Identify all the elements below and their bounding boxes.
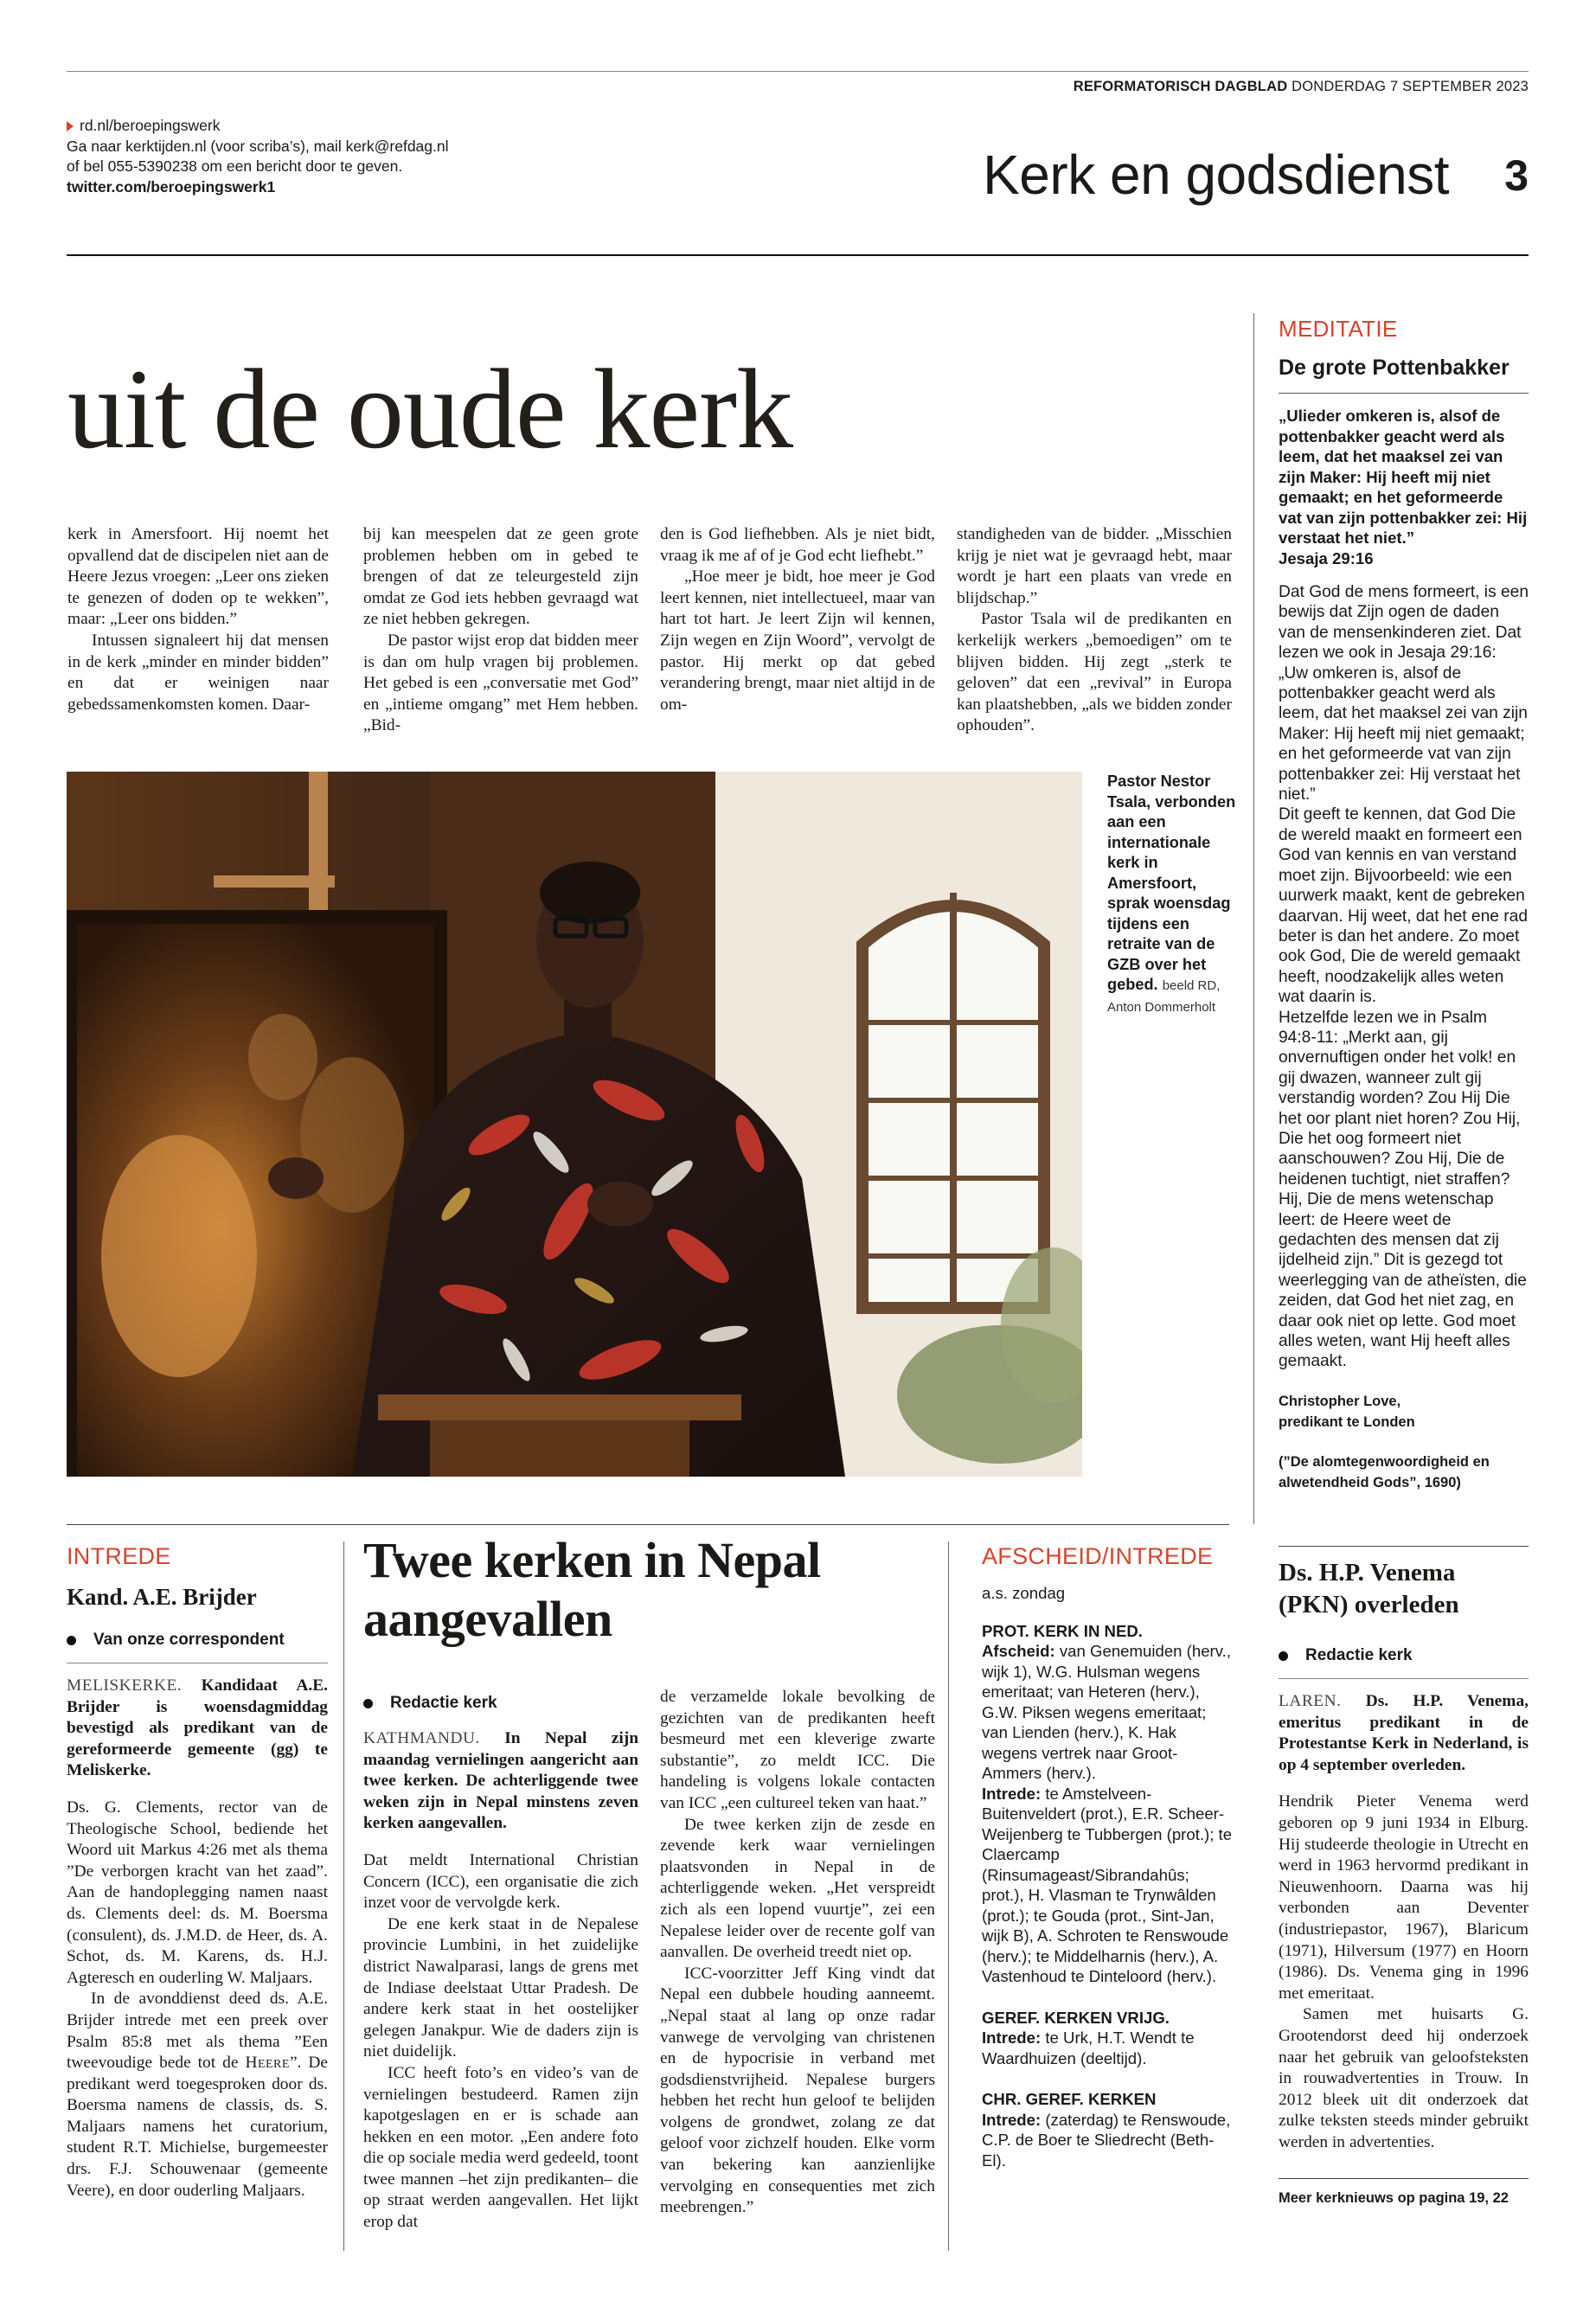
afscheid-label: AFSCHEID/INTREDE: [982, 1543, 1214, 1569]
bullet-icon: [363, 1699, 373, 1708]
paragraph: De pastor wijst erop dat bidden meer is dan om hulp vragen bij problemen. Het gebed is een „conversatie met God” en „intieme omgang” met Hem hebben. „Bid-: [363, 631, 638, 735]
paragraph: Samen met huisarts G. Grootendorst deed hij onderzoek naar het gebruik van geloofsteksten in rouwadvertenties in Trouw. In 2012 bleek uit dit onderzoek dat zulke teksten steeds minder gebruikt werden in advertenties.: [1279, 2005, 1529, 2151]
bottom-rule-left: [67, 1524, 1229, 1525]
issue-date: DONDERDAG 7 SEPTEMBER 2023: [1292, 79, 1529, 94]
afscheid-text: van Genemuiden (herv., wijk 1), W.G. Hulsman wegens emeritaat; van Heteren (herv.), G.W. Piksen wegens emeritaat; van Lienden (herv.), K. Hak wegens vertrek naar Groot-Ammers (herv.).: [982, 1642, 1231, 1782]
intrede-article: [67, 1541, 328, 2202]
dateline: LAREN.: [1279, 1692, 1342, 1710]
paragraph: de verzamelde lokale bevolking de gezichten van de predikanten heeft besmeurd met een kleverige zwarte substantie”, zo meldt ICC. Die handeling is volgens lokale contacten van ICC „een cultureel teken van haat.”: [660, 1688, 935, 1812]
divider: [1279, 1678, 1529, 1679]
dateline: MELISKERKE.: [67, 1676, 183, 1695]
group-title: CHR. GEREF. KERKEN: [982, 2090, 1157, 2108]
meditatie: [1279, 313, 1529, 1493]
intrede-sublabel: Intrede:: [982, 2029, 1042, 2047]
paragraph: kerk in Amersfoort. Hij noemt het opvallend dat de discipelen niet aan de Heere Jezus vroegen: „Leer ons zieken te genezen of doden op te wekken”, maar: „Leer ons bidden.”: [67, 525, 330, 629]
page-number: 3: [1504, 151, 1529, 200]
column-divider: [948, 1541, 949, 2251]
divider: [1279, 2178, 1529, 2179]
paragraph: Pastor Tsala wil de predikanten en kerkelijk werkers „bemoedigen” om te blijven bidden. Hij zegt „sterk te geloven” dat een „revival” in Europa kan plaatshebben, „als we bidden zonder ophouden”.: [957, 610, 1232, 735]
lead-headline: uit de oude kerk: [67, 345, 793, 472]
paragraph: „Hoe meer je bidt, hoe meer je God leert kennen, niet intellectueel, maar van hart tot hart. Je leert Zijn wil kennen, Zijn wegen en Zijn Woord”, vervolgt de pastor. Hij merkt op dat gebed verandering brengt, maar niet altijd in de om-: [660, 567, 935, 714]
photo-credit: beeld RD, Anton Dommerholt: [1107, 978, 1221, 1015]
intrede-body: [67, 1676, 328, 2202]
meditatie-reference: Jesaja 29:16: [1279, 548, 1374, 567]
contact-line-1: Ga naar kerktijden.nl (voor scriba’s), mail kerk@refdag.nl: [67, 137, 449, 155]
paragraph: ICC-voorzitter Jeff King vindt dat Nepal een dubbele houding aanneemt. „Nepal staat al lang op onze radar vanwege de vervolging van christenen en de hypocrisie in verband met godsdienstvrijheid. Nepalese burgers hebben het recht hun geloof te belijden volgens de grondwet, zolang ze dat geloof voor zichzelf houden. Elke vorm van bekering kan aanzienlijke vervolging en consequenties met zich meebrengen.”: [660, 1964, 935, 2217]
paragraph: bij kan meespelen dat ze geen grote problemen hebben om in gebed te brengen of dat ze teleurgesteld zijn omdat ze God iets hebben gevraagd wat ze niet hebben gekregen.: [363, 525, 638, 629]
nepal-article: [363, 1531, 934, 1649]
photo-caption: [1107, 772, 1237, 1017]
intrede-title: Kand. A.E. Brijder: [67, 1584, 257, 1610]
afscheid-sublabel: Afscheid:: [982, 1642, 1055, 1660]
nepal-headline: Twee kerken in Nepal aangevallen: [363, 1532, 821, 1647]
paragraph: den is God liefhebben. Als je niet bidt, vraag ik me af of je God echt liefhebt.”: [660, 525, 935, 565]
meditatie-quote: „Ulieder omkeren is, alsof de pottenbakker geacht werd als leem, dat het maaksel zei van zijn Maker: Hij heeft mij niet gemaakt; en het geformeerde vat van zijn pottenbakker zei: Hij verstaat het niet.”: [1279, 407, 1528, 547]
venema-headline: Ds. H.P. Venema (PKN) overleden: [1279, 1559, 1459, 1618]
afscheid-intrede: [982, 1541, 1233, 2170]
venema-article: [1279, 1557, 1529, 2153]
meditatie-source: (”De alomtegenwoordigheid en alwetendheid Gods”, 1690): [1279, 1453, 1490, 1490]
divider: [1279, 393, 1529, 394]
intrede-sublabel: Intrede:: [982, 2110, 1042, 2129]
lead-column-4: [957, 524, 1232, 737]
nepal-column-1: [363, 1728, 638, 2234]
intrede-byline: [67, 1630, 328, 1650]
byline-text: Redactie kerk: [390, 1694, 497, 1712]
meditatie-author: Christopher Love,: [1279, 1393, 1401, 1409]
meditatie-title: De grote Pottenbakker: [1279, 356, 1509, 380]
afscheid-date: a.s. zondag: [982, 1584, 1066, 1602]
dateline: KATHMANDU.: [363, 1729, 480, 1747]
venema-body: [1279, 1691, 1529, 2153]
bullet-icon: [1279, 1651, 1288, 1661]
byline-text: Redactie kerk: [1305, 1646, 1413, 1664]
meditatie-label: MEDITATIE: [1279, 316, 1398, 342]
section-title: Kerk en godsdienst: [983, 144, 1449, 206]
group-title: GEREF. KERKEN VRIJG.: [982, 2008, 1170, 2027]
venema-byline: [1279, 1645, 1529, 1666]
heere-smallcaps: Heere: [245, 2054, 290, 2073]
lead-photo: [67, 772, 1082, 1477]
paper-name: REFORMATORISCH DAGBLAD: [1073, 79, 1288, 94]
caption-text: Pastor Nestor Tsala, verbonden aan een internationale kerk in Amersfoort, sprak woensdag tijdens een retraite van de GZB over het gebed.: [1107, 772, 1236, 993]
lead-column-1: [67, 524, 329, 715]
intrede-sublabel: Intrede:: [982, 1784, 1042, 1803]
intrede-label: INTREDE: [67, 1543, 171, 1569]
intrede-text: te Amstelveen-Buitenveldert (prot.), E.R. Scheer-Weijenberg te Tubbergen (prot.); te Claercamp (Rinsumageast/Sibrandahûs; prot.), H. Vlasman te Trynwâlden (prot.); te Gouda (prot., Sint-Jan, wijk B), A. Schroten te Renswoude (herv.); te Middelharnis (herv.), A. Vastenhoud te Dinteloord (herv.).: [982, 1784, 1233, 1985]
paragraph: In de avonddienst deed ds. A.E. Brijder intrede met een preek over Psalm 85:8 met als thema ”Een tweevoudige bede tot de: [67, 1990, 328, 2073]
nepal-column-2: [660, 1687, 935, 2219]
header-rule: [67, 254, 1529, 256]
byline-text: Van onze correspondent: [93, 1631, 285, 1649]
intrede-text: (zaterdag) te Renswoude, C.P. de Boer te Sliedrecht (Beth-El).: [982, 2110, 1231, 2170]
arrow-right-icon: [67, 121, 74, 131]
paragraph: ”. De predikant werd toegesproken door ds. Boersma namens de classis, ds. S. Maljaars namens het curatorium, student R.T. Michielse, burgemeester drs. F.J. Schouwenaar (gemeente Veere), en door ouderling Maljaars.: [67, 2054, 328, 2200]
group-title: PROT. KERK IN NED.: [982, 1621, 1143, 1640]
contact-block: [67, 116, 449, 197]
column-divider: [343, 1541, 344, 2251]
pastor-photo-image: [67, 772, 1082, 1477]
paragraph: Intussen signaleert hij dat mensen in de kerk „minder en minder bidden” en dat er weinigen naar gebedssamenkomsten komen. Daar-: [67, 631, 329, 714]
meditatie-author-role: predikant te Londen: [1279, 1413, 1415, 1430]
lead-column-3: [660, 524, 935, 715]
intro: Kandidaat A.E. Brijder is woensdagmiddag bevestigd als predikant van de gereformeerde gemeente (gg) te Meliskerke.: [67, 1676, 328, 1780]
intro: In Nepal zijn maandag vernielingen aangericht aan twee kerken. De achterliggende twee weken zijn in Nepal minstens zeven kerken aangevallen.: [363, 1729, 638, 1833]
paragraph: standigheden van de bidder. „Misschien krijg je niet wat je gevraagd hebt, maar wordt je hart een plaats van vrede en blijdschap.”: [957, 525, 1232, 607]
twitter-link[interactable]: twitter.com/beroepingswerk1: [67, 177, 276, 195]
paragraph: De ene kerk staat in de Nepalese provincie Lumbini, in het zuidelijke district Nawalparasi, langs de grens met de Indiase deelstaat Uttar Pradesh. De andere kerk staat in het oostelijker gelegen Janakpur. Wie de daders zijn is niet duidelijk.: [363, 1914, 638, 2061]
paragraph: ICC heeft foto’s en video’s van de vernielingen bestudeerd. Ramen zijn kapotgeslagen en er is schade aan hekken en een motor. „Een andere foto die op sociale media werd gedeeld, toont twee mannen –het zijn predikanten– die op straat werden aangevallen. Het lijkt erop dat: [363, 2063, 638, 2232]
bullet-icon: [67, 1636, 76, 1645]
nepal-byline: [363, 1693, 497, 1714]
beroepingswerk-link[interactable]: rd.nl/beroepingswerk: [80, 117, 221, 134]
paragraph: Ds. G. Clements, rector van de Theologische School, bediende het Woord uit Markus 4:26 met als thema ”De verborgen kracht van het zaad”. Aan de handoplegging namen naast ds. Clements deel: ds. M. Boersma (consulent), ds. J.M.D. de Heer, ds. A. Schot, ds. M. Karens, ds. H.J. Agteresch en ouderling W. Maljaars.: [67, 1798, 328, 1987]
intro: Ds. H.P. Venema, emeritus predikant in de Protestantse Kerk in Nederland, is op 4 september overleden.: [1279, 1692, 1529, 1774]
paragraph: De twee kerken zijn de zesde en zevende kerk waar vernielingen plaatsvonden in Nepal in de achterliggende weken. „Het verspreidt zich als een lopend vuurtje”, zei een Nepalese leider over de recente golf van aanvallen. De overheid treedt niet op.: [660, 1815, 935, 1962]
meditatie-body: Dat God de mens formeert, is een bewijs dat Zijn ogen de daden van de mensenkinderen ziet. Dat lezen we ook in Jesaja 29:16: „Uw omkeren is, alsof de pottenbakker geacht werd als leem, dat het maaksel zei van zijn Maker: Hij heeft mij niet gemaakt; en het geformeerde vat van zijn pottenbakker zei: Hij verstaat het niet.” Dit geeft te kennen, dat God Die de wereld maakt en formeert een God van kennis en van verstand moet zijn. Bijvoorbeeld: wie een uurwerk maakt, kent de gebreken daarvan. Hij weet, dat het ene rad beter is dan het andere. Zo moet ook God, Die de wereld gemaakt heeft, noodzakelijk alles weten wat daarin is. Hetzelfde lezen we in Psalm 94:8-11: „Merkt aan, gij onvernuftigen onder het volk! en gij dwazen, wanneer zult gij verstandig worden? Zou Hij Die het oor plant niet horen? Zou Hij, Die het oog formeert niet aanschouwen? Zou Hij, Die de heidenen tuchtigt, niet straffen? Hij, Die de mens wetenschap leert: de Heere weet de gedachten des mensen dat zij ijdelheid zijn.” Dit is gezegd tot weerlegging van de atheïsten, die zeiden, dat God het niet zag, en daar ook niet op lette. God moet alles weten, want Hij heeft alles gemaakt.: [1279, 583, 1529, 1371]
intrede-text: te Urk, H.T. Wendt te Waardhuizen (deeltijd).: [982, 2029, 1195, 2067]
contact-line-2: of bel 055-5390238 om een bericht door te geven.: [67, 157, 403, 175]
more-news-link[interactable]: Meer kerknieuws op pagina 19, 22: [1279, 2190, 1509, 2206]
sidebar-divider: [1253, 313, 1254, 1524]
bottom-rule-right: [1279, 1546, 1529, 1547]
lead-column-2: [363, 524, 638, 737]
masthead-dateline: [1074, 79, 1529, 95]
paragraph: Hendrik Pieter Venema werd geboren op 9 juni 1934 in Elburg. Hij studeerde theologie in Utrecht en werd in 1963 hervormd predikant in Nieuwenhoorn. Daarna was hij verbonden aan Deventer (industriepastor, 1967), Blaricum (1971), Hilversum (1977) en Hoorn (1986). Ds. Venema ging in 1996 met emeritaat.: [1279, 1792, 1529, 2003]
paragraph: Dat meldt International Christian Concern (ICC), een organisatie die zich inzet voor de vervolgde kerk.: [363, 1850, 638, 1913]
top-rule: [67, 71, 1529, 72]
